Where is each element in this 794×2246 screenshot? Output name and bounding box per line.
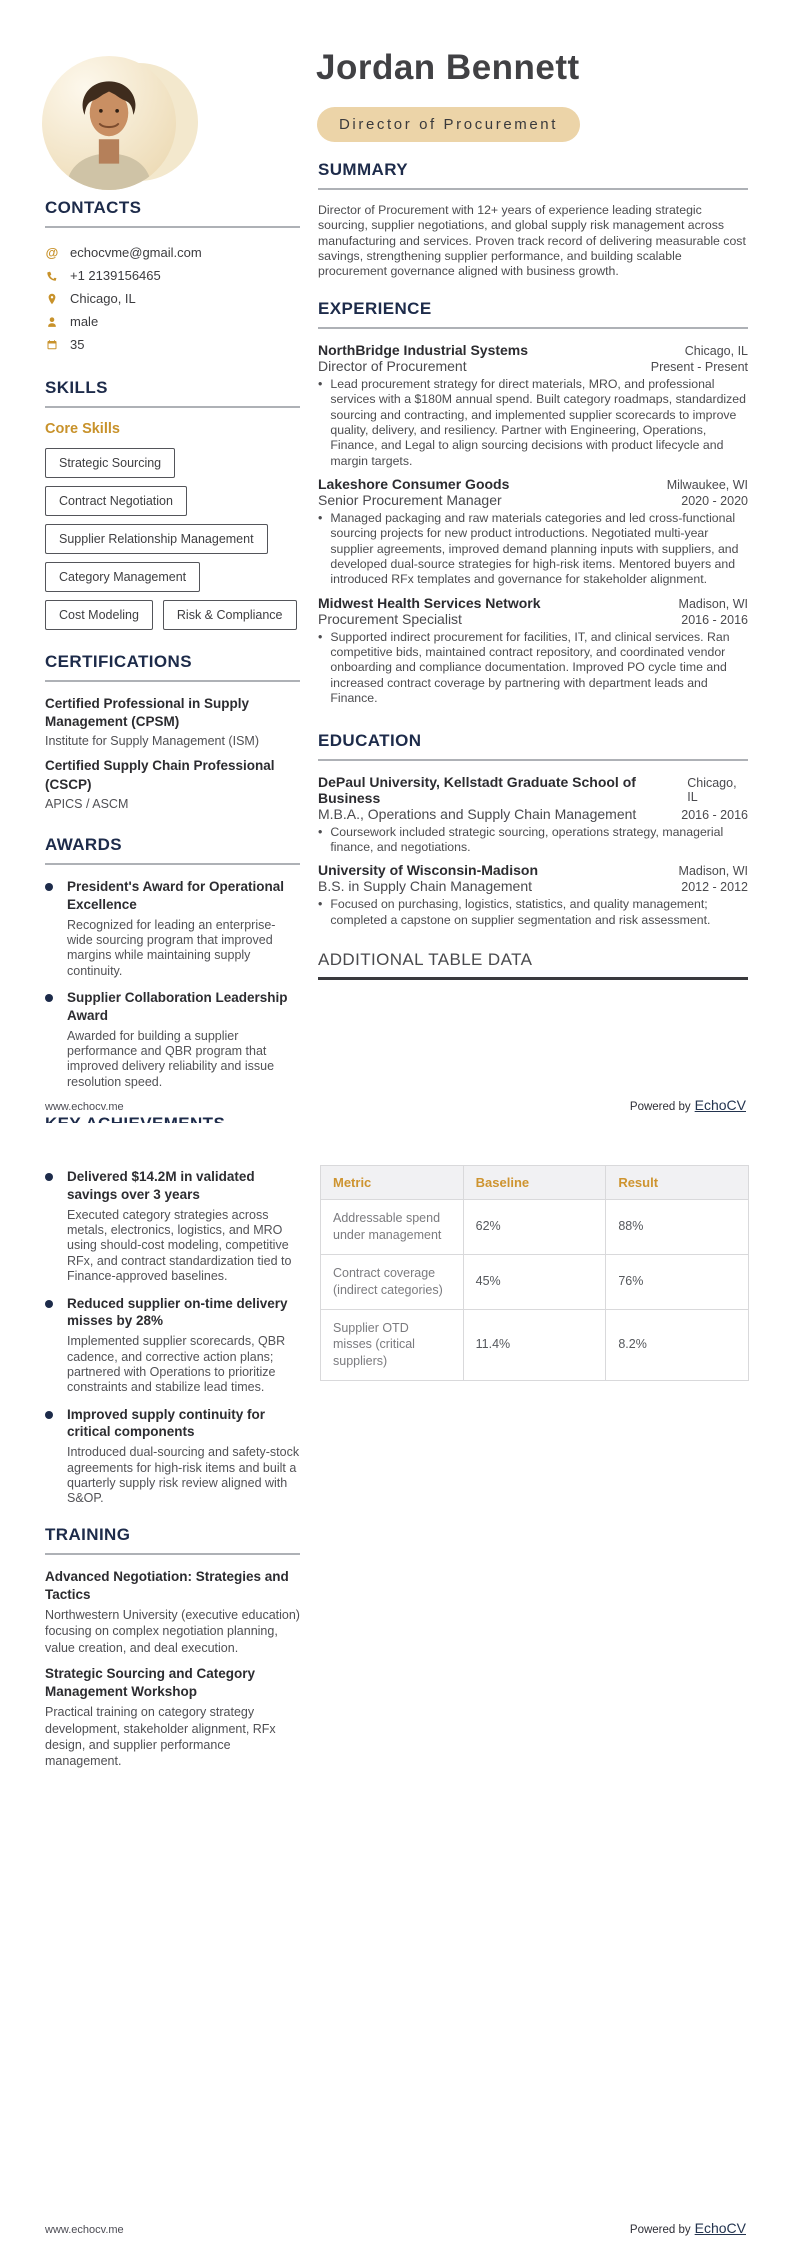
- achievement-item: [45, 1295, 300, 1396]
- skill-chip: Strategic Sourcing: [45, 448, 175, 478]
- achievement-desc: Introduced dual-sourcing and safety-stock agreements for high-risk items and built a quarterly supply risk review aligned with S&OP.: [67, 1445, 300, 1506]
- summary-text: Director of Procurement with 12+ years of experience leading strategic sourcing, supplier negotiations, and global supply risk management across manufacturing and services. Proven track record of delivering measurable cost savings, strengthening supplier performance, and building scalable procurement governance aligned with business growth.: [318, 203, 746, 279]
- sidebar: [45, 198, 300, 1157]
- phone-icon: [45, 270, 59, 282]
- site-link[interactable]: www.echocv.me: [45, 2224, 124, 2236]
- metric-label: Addressable spend under management: [321, 1200, 464, 1255]
- profile-photo: [42, 55, 176, 191]
- result-value: 88%: [606, 1200, 749, 1255]
- section-divider: [45, 1553, 300, 1555]
- avatar: [42, 55, 192, 195]
- education-bullet-text: Focused on purchasing, logistics, statistics, and quality management; completed a capstone on supplier segmentation and risk assessment.: [330, 897, 711, 927]
- section-divider: [45, 406, 300, 408]
- bullet-dot-icon: [45, 994, 53, 1002]
- person-portrait-icon: [42, 55, 176, 191]
- job-company: Midwest Health Services Network: [318, 594, 541, 611]
- section-divider: [45, 680, 300, 682]
- contact-gender-text: male: [70, 314, 99, 329]
- certification-item: [45, 695, 300, 748]
- job-location: Chicago, IL: [684, 343, 748, 358]
- contact-email[interactable]: [45, 241, 300, 264]
- job-dates: 2020 - 2020: [681, 493, 748, 508]
- baseline-value: 45%: [463, 1254, 606, 1309]
- school-name: DePaul University, Kellstadt Graduate School of Business: [318, 773, 636, 806]
- training-desc: Practical training on category strategy development, stakeholder alignment, RFx design, and supplier performance management.: [45, 1705, 276, 1769]
- contact-gender: [45, 310, 300, 333]
- at-icon: @: [45, 245, 59, 260]
- candidate-name: Jordan Bennett: [316, 48, 580, 87]
- contact-location-text: Chicago, IL: [70, 291, 136, 306]
- job-bullet-text: Lead procurement strategy for direct materials, MRO, and professional services with a $180M annual spend. Built category roadmaps, standardized sourcing and contracting, and implemented supplier scorecards to improve quality, delivery, and resiliency. Partner with Engineering, Operations, Finance, and Legal to align sourcing decisions with product lifecycle and margin targets.: [330, 376, 746, 468]
- job-bullet-text: Managed packaging and raw materials categories and led cross-functional sourcing projects for new product introductions. Negotiated multi-year supplier agreements, improved demand planning inputs with suppliers, and developed dual-source strategies for high-risk items. Mentored buyers and introduced RFx templates and governance for stakeholder alignment.: [330, 510, 739, 587]
- certifications-heading: CERTIFICATIONS: [45, 652, 192, 671]
- school-location: Madison, WI: [678, 864, 748, 879]
- contact-location: [45, 287, 300, 310]
- training-item: [45, 1568, 300, 1656]
- contacts-section: [45, 198, 300, 356]
- section-divider: [45, 226, 300, 228]
- skills-section: [45, 378, 300, 630]
- calendar-icon: [45, 339, 59, 351]
- section-divider: [318, 977, 748, 980]
- award-desc: Awarded for building a supplier performance and QBR program that improved delivery reliability and issue resolution speed.: [67, 1028, 275, 1089]
- school-dates: 2012 - 2012: [681, 880, 748, 895]
- certification-item: [45, 757, 300, 810]
- key-achievements-content: [45, 1168, 300, 1778]
- table-row: [321, 1254, 749, 1309]
- table-row: [321, 1309, 749, 1381]
- summary-heading: SUMMARY: [318, 160, 408, 179]
- section-divider: [318, 188, 748, 190]
- achievement-desc: Executed category strategies across metals, electronics, logistics, and MRO using should-cost modeling, competitive RFx, and contract standardization tied to Finance-approved baselines.: [67, 1207, 292, 1284]
- award-title: Supplier Collaboration Leadership Award: [67, 990, 288, 1023]
- echocv-brand-link[interactable]: EchoCV: [694, 1097, 746, 1113]
- table-header-metric: Metric: [321, 1166, 464, 1200]
- baseline-value: 11.4%: [463, 1309, 606, 1381]
- bullet-glyph: •: [318, 510, 323, 525]
- job-company: Lakeshore Consumer Goods: [318, 475, 510, 492]
- contact-phone-text: +1 2139156465: [70, 268, 161, 283]
- page-2: [0, 1123, 794, 2246]
- experience-section: [318, 299, 748, 707]
- job-dates: Present - Present: [650, 359, 748, 374]
- page-footer: [45, 1097, 746, 1113]
- certifications-section: [45, 652, 300, 811]
- school-name: University of Wisconsin-Madison: [318, 862, 539, 879]
- skill-chip: Contract Negotiation: [45, 486, 187, 516]
- echocv-brand-link[interactable]: EchoCV: [694, 2220, 746, 2236]
- experience-item: [318, 342, 748, 469]
- training-title: Advanced Negotiation: Strategies and Tactics: [45, 1568, 289, 1602]
- table-header-row: [321, 1166, 749, 1200]
- training-heading: TRAINING: [45, 1524, 131, 1544]
- school-location: Chicago, IL: [687, 775, 737, 804]
- summary-section: [318, 160, 748, 280]
- job-company: NorthBridge Industrial Systems: [318, 341, 529, 358]
- achievement-item: [45, 1406, 300, 1507]
- education-bullet-text: Coursework included strategic sourcing, operations strategy, managerial finance, and negotiations.: [330, 824, 724, 854]
- education-item: [318, 774, 748, 856]
- skill-chip: Supplier Relationship Management: [45, 524, 268, 554]
- certification-org: Institute for Supply Management (ISM): [45, 734, 259, 749]
- powered-by-text: Powered by: [629, 1101, 691, 1113]
- job-bullet-text: Supported indirect procurement for facilities, IT, and clinical services. Ran competitive bids, maintained contract repository, and coordinated vendor onboarding and compliance documentation. Improved PO cycle time and increased contract coverage by partnering with department leads and Finance.: [330, 629, 730, 706]
- certification-title: Certified Professional in Supply Management (CPSM): [45, 696, 250, 730]
- main-column: [318, 160, 748, 993]
- result-value: 76%: [606, 1254, 749, 1309]
- role-badge: Director of Procurement: [317, 107, 580, 142]
- experience-item: [318, 595, 748, 707]
- powered-by: [630, 2220, 746, 2236]
- job-role: Procurement Specialist: [318, 610, 462, 627]
- skill-chip: Category Management: [45, 562, 200, 592]
- education-section: [318, 731, 748, 928]
- experience-item: [318, 476, 748, 588]
- school-dates: 2016 - 2016: [681, 807, 748, 822]
- award-item: [45, 878, 300, 979]
- metric-label: Supplier OTD misses (critical suppliers): [321, 1309, 464, 1381]
- skills-heading: SKILLS: [45, 378, 108, 397]
- baseline-value: 62%: [463, 1200, 606, 1255]
- achievement-title: Delivered $14.2M in validated savings over 3 years: [67, 1169, 255, 1202]
- metric-label: Contract coverage (indirect categories): [321, 1254, 464, 1309]
- additional-table-section-heading: [318, 950, 748, 980]
- bullet-glyph: •: [318, 376, 323, 391]
- training-title: Strategic Sourcing and Category Management Workshop: [45, 1665, 256, 1700]
- training-desc: Northwestern University (executive education) focusing on complex negotiation planning, value creation, and deal execution.: [45, 1608, 300, 1655]
- page-footer: [45, 2220, 746, 2236]
- contact-age: [45, 333, 300, 356]
- achievement-title: Improved supply continuity for critical components: [67, 1406, 266, 1440]
- bullet-glyph: •: [318, 897, 323, 912]
- awards-section: [45, 835, 300, 1090]
- achievement-title: Reduced supplier on-time delivery misses by 28%: [67, 1295, 288, 1329]
- award-desc: Recognized for leading an enterprise-wide sourcing program that improved margins while maintaining supply continuity.: [67, 917, 276, 978]
- skill-chip: Cost Modeling: [45, 600, 153, 630]
- bullet-dot-icon: [45, 1300, 53, 1308]
- powered-by-text: Powered by: [629, 2224, 691, 2236]
- section-divider: [45, 863, 300, 865]
- table-row: [321, 1200, 749, 1255]
- job-role: Senior Procurement Manager: [318, 491, 502, 508]
- degree: M.B.A., Operations and Supply Chain Management: [318, 805, 637, 822]
- bullet-glyph: •: [318, 629, 323, 644]
- additional-table-heading: ADDITIONAL TABLE DATA: [318, 949, 533, 969]
- section-divider: [318, 759, 748, 761]
- job-dates: 2016 - 2016: [681, 612, 748, 627]
- bullet-glyph: •: [318, 824, 323, 839]
- site-link[interactable]: www.echocv.me: [45, 1101, 124, 1113]
- achievement-item: [45, 1168, 300, 1285]
- certification-title: Certified Supply Chain Professional (CSCP): [45, 758, 275, 792]
- bullet-dot-icon: [45, 883, 53, 891]
- job-role: Director of Procurement: [318, 357, 467, 374]
- job-location: Milwaukee, WI: [666, 477, 748, 492]
- table-header-result: Result: [606, 1166, 749, 1200]
- person-icon: [45, 316, 59, 328]
- certification-org: APICS / ASCM: [45, 796, 129, 811]
- bullet-dot-icon: [45, 1173, 53, 1181]
- section-divider: [318, 327, 748, 329]
- location-icon: [45, 293, 59, 305]
- skill-chip: Risk & Compliance: [163, 600, 297, 630]
- contact-age-text: 35: [70, 337, 85, 352]
- table-header-baseline: Baseline: [463, 1166, 606, 1200]
- skills-group-label: Core Skills: [45, 421, 120, 437]
- award-item: [45, 989, 300, 1090]
- education-heading: EDUCATION: [318, 730, 422, 750]
- contact-phone[interactable]: [45, 264, 300, 287]
- result-value: 8.2%: [606, 1309, 749, 1381]
- job-location: Madison, WI: [678, 596, 748, 611]
- contact-email-text: echocvme@gmail.com: [70, 245, 202, 260]
- awards-heading: AWARDS: [45, 834, 123, 854]
- bullet-dot-icon: [45, 1411, 53, 1419]
- training-item: [45, 1665, 300, 1769]
- powered-by: [630, 1097, 746, 1113]
- award-title: President's Award for Operational Excellence: [67, 878, 285, 912]
- additional-data-table: [320, 1165, 749, 1381]
- experience-heading: EXPERIENCE: [318, 298, 432, 318]
- achievement-desc: Implemented supplier scorecards, QBR cadence, and corrective action plans; partnered with Operations to prioritize constraints and stabilize lead times.: [67, 1334, 286, 1395]
- training-section: [45, 1525, 300, 1770]
- contacts-heading: CONTACTS: [45, 198, 142, 217]
- education-item: [318, 862, 748, 928]
- degree: B.S. in Supply Chain Management: [318, 878, 533, 895]
